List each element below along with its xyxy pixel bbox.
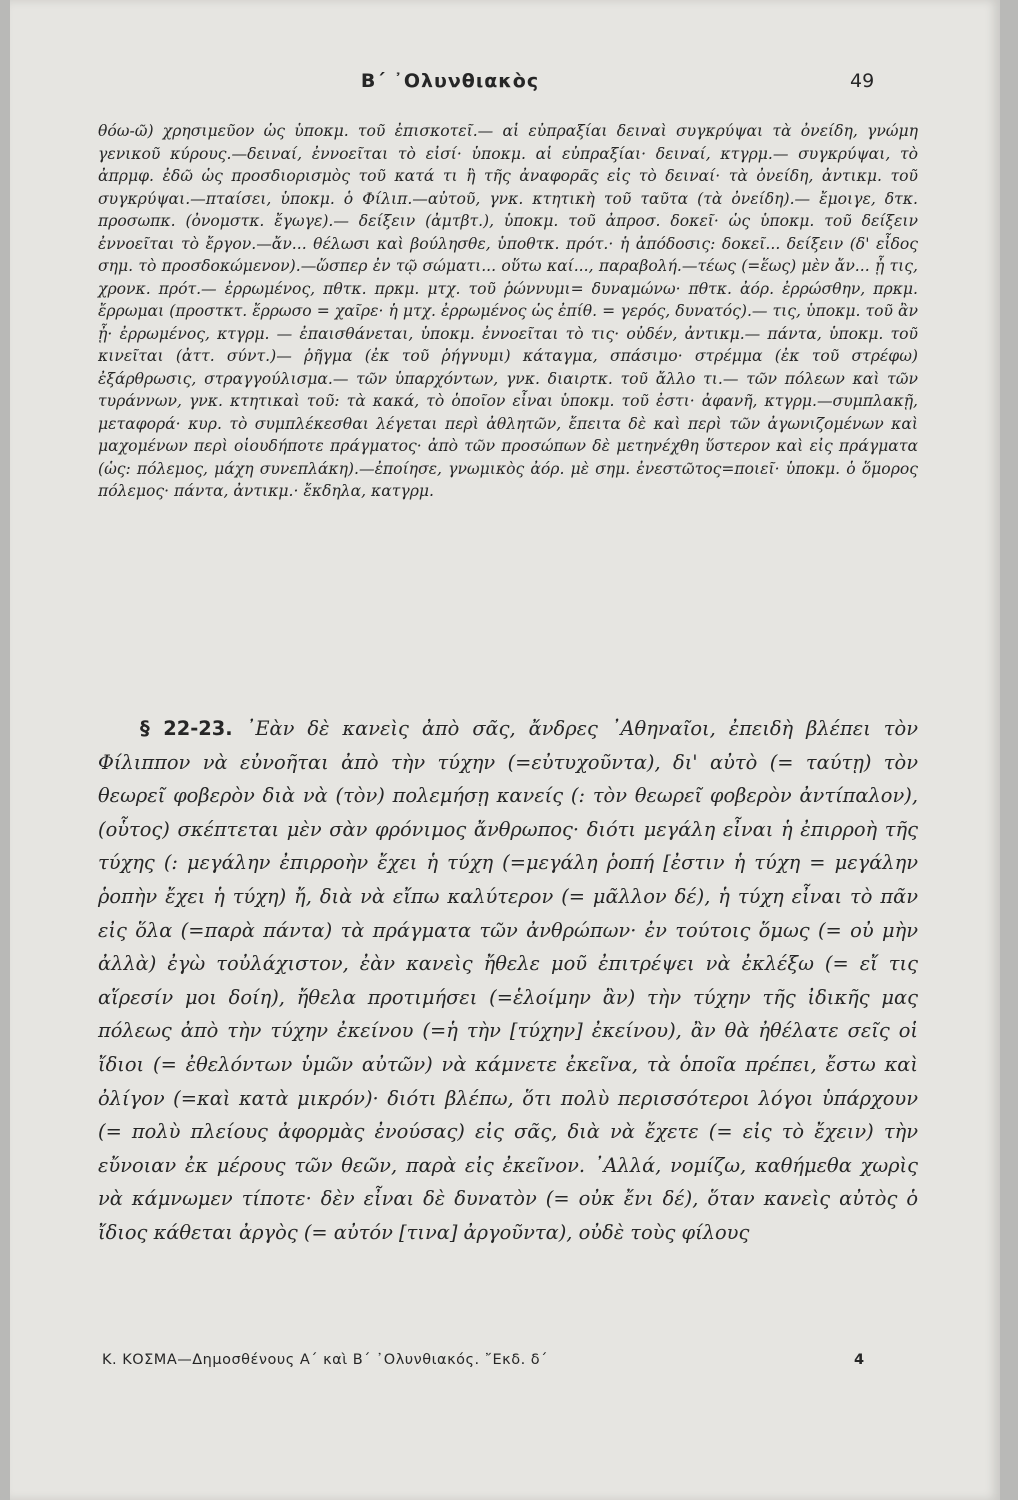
translation-body: ᾿Εὰν δὲ κανεὶς ἀπὸ σᾶς, ἄνδρες ᾿Αθηναῖοι, ἐπειδὴ βλέπει τὸν Φίλιππον νὰ εὐνοῆται ἀπὸ τὴν τύχην (=εὐτυχοῦντα), δι' αὐτὸ (= ταύτῃ) τὸν θεωρεῖ φοβερὸν διὰ νὰ (τὸν) πολεμήσῃ κανείς (: τὸν θεωρεῖ φοβερὸν ἀντίπαλον), (οὗτος) σκέπτεται μὲν σὰν φρόνιμος ἄνθρωπος· διότι μεγάλη εἶναι ἡ ἐπιρροὴ τῆς τύχης (: μεγάλην ἐπιρροὴν ἔχει ἡ τύχη (=μεγάλη ῥοπή [ἐστιν ἡ τύχη = μεγάλην ῥοπὴν ἔχει ἡ τύχη) ἤ, διὰ νὰ εἴπω καλύτερον (= μᾶλλον δέ), ἡ τύχη εἶναι τὸ πᾶν εἰς ὅλα (=παρὰ πάντα) τὰ πράγματα τῶν ἀνθρώπων· ἐν τούτοις ὅμως (= οὐ μὴν ἀλλὰ) ἐγὼ τοὐλάχιστον, ἐὰν κανεὶς ἤθελε μοῦ ἐπιτρέψει νὰ ἐκλέξω (= εἴ τις αἵρεσίν μοι δοίη), ἤθελα προτιμήσει (=ἑλοίμην ἂν) τὴν τύχην τῆς ἰδικῆς μας πόλεως ἀπὸ τὴν τύχην ἐκείνου (=ἡ τὴν [τύχην] ἐκείνου), ἂν θὰ ἠθέλατε σεῖς οἱ ἴδιοι (= ἐθελόντων ὑμῶν αὐτῶν) νὰ κάμνετε ἐκεῖνα, τὰ ὁποῖα πρέπει, ἔστω καὶ ὀλίγον (=καὶ κατὰ μικρόν)· διότι βλέπω, ὅτι πολὺ περισσότεροι λόγοι ὑπάρχουν (= πολὺ πλείους ἀφορμὰς ἐνούσας) εἰς σᾶς, διὰ νὰ ἔχετε (= εἰς τὸ ἔχειν) τὴν εὔνοιαν ἐκ μέρους τῶν θεῶν, παρὰ εἰς ἐκεῖνον. ᾿Αλλά, νομίζω, καθήμεθα χωρὶς νὰ κάμνωμεν τίποτε· δὲν εἶναι δὲ δυνατὸν (= οὐκ ἔνι δέ), ὅταν κανεὶς αὐτὸς ὁ ἴδιος κάθεται ἀργὸς (= αὐτόν [τινα] ἀργοῦντα), οὐδὲ τοὺς φίλους	[98, 717, 918, 1244]
translation-text	[98, 712, 918, 1250]
notes-paragraph: θόω-ῶ) χρησιμεῦον ὡς ὑποκμ. τοῦ ἐπισκοτεῖ.— αἱ εὐπραξίαι δειναὶ συγκρύψαι τὰ ὀνείδη, γνώμη γενικοῦ κύρους.—δειναί, ἐννοεῖται τὸ εἰσί· ὑποκμ. αἱ εὐπραξίαι· δειναί, κτγρμ.— συγκρύψαι, τὸ ἀπρμφ. ἐδῶ ὡς προσδιορισμὸς τοῦ κατά τι ἢ τῆς ἀναφορᾶς εἰς τὸ δειναί· τὰ ὀνείδη, ἀντικμ. τοῦ συγκρύψαι.—πταίσει, ὑποκμ. ὁ Φίλιπ.—αὐτοῦ, γνκ. κτητικὴ τοῦ ταῦτα (τὰ ὀνείδη).— ἔμοιγε, δτκ. προσωπκ. (ὀνομστκ. ἔγωγε).— δείξειν (ἀμτβτ.), ὑποκμ. τοῦ ἀπροσ. δοκεῖ· ὡς ὑποκμ. τοῦ δείξειν ἐννοεῖται τὸ ἔργον.—ἄν... θέλωσι καὶ βούλησθε, ὑποθτκ. πρότ.· ἡ ἀπόδοσις: δοκεῖ... δείξειν (δ' εἶδος σημ. τὸ προσδοκώμενον).—ὥσπερ ἐν τῷ σώματι... οὕτω καί..., παραβολή.—τέως (=ἕως) μὲν ἄν... ᾖ τις, χρονκ. πρότ.— ἐρρωμένος, πθτκ. πρκμ. μτχ. τοῦ ῥώννυμι= δυναμώνω· πθτκ. ἀόρ. ἐρρώσθην, πρκμ. ἔρρωμαι (προστκτ. ἔρρωσο = χαῖρε· ἡ μτχ. ἐρρωμένος ὡς ἐπίθ. = γερός, δυνατός).— τις, ὑποκμ. τοῦ ἂν ᾖ· ἐρρωμένος, κτγρμ. — ἐπαισθάνεται, ὑποκμ. ἐννοεῖται τὸ τις· οὐδέν, ἀντικμ.— πάντα, ὑποκμ. τοῦ κινεῖται (ἀττ. σύντ.)— ῥῆγμα (ἐκ τοῦ ῥήγνυμι) κάταγμα, σπάσιμο· στρέμμα (ἐκ τοῦ στρέφω) ἐξάρθρωσις, στραγγούλισμα.— τῶν ὑπαρχόντων, γνκ. διαιρτκ. τοῦ ἄλλο τι.— τῶν πόλεων καὶ τῶν τυράννων, γνκ. κτητικαὶ τοῦ: τὰ κακά, τὸ ὁποῖον εἶναι ὑποκμ. τοῦ ἐστι· ἀφανῆ, κτγρμ.—συμπλακῇ, μεταφορά· κυρ. τὸ συμπλέκεσθαι λέγεται περὶ ἀθλητῶν, ἔπειτα δὲ καὶ περὶ τῶν ἀγωνιζομένων καὶ μαχομένων περὶ οἱουδήποτε πράγματος· ἀπὸ τῶν προσώπων δὲ μετηνέχθη ὕστερον καὶ εἰς πράγματα (ὡς: πόλεμος, μάχη συνεπλάκη).—ἐποίησε, γνωμικὸς ἀόρ. μὲ σημ. ἐνεστῶτος=ποιεῖ· ὑποκμ. ὁ ὅμορος πόλεμος· πάντα, ἀντικμ.· ἔκδηλα, κατγρμ.	[98, 122, 918, 500]
book-page	[10, 0, 1000, 1500]
translation-paragraph	[98, 712, 918, 1250]
signature-mark: 4	[854, 1352, 865, 1368]
running-header: Β΄ ᾿Ολυνθιακὸς	[360, 70, 540, 92]
page-number: 49	[850, 70, 875, 92]
section-mark: § 22-23.	[140, 717, 233, 740]
footer-imprint: Κ. ΚΟΣΜΑ—Δημοσθένους Α΄ καὶ Β΄ ᾿Ολυνθιακός. ῎Εκδ. δ΄	[102, 1352, 548, 1368]
commentary-notes	[98, 120, 918, 503]
